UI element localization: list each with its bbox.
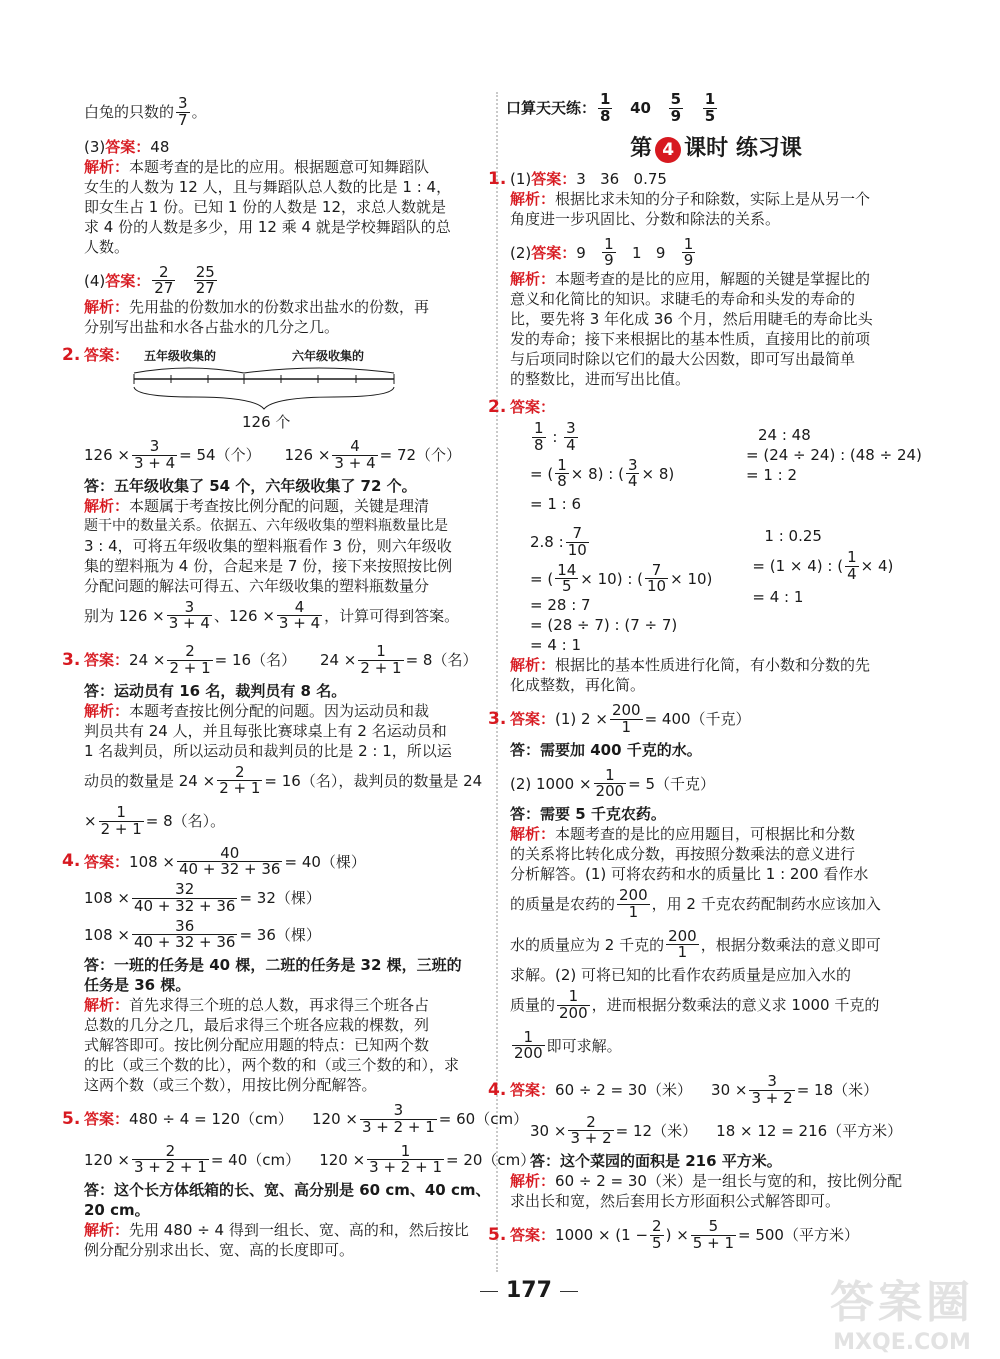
q4-answer: (4)答案： $\frac{2}{27}$ $\frac{25}{27}$ — [84, 262, 215, 298]
r-p4-analysis: 解析：60 ÷ 2 = 30（米）是一组长与宽的和，按比例分配 求出长和宽，然后套用长方形面积公式解答即可。 — [510, 1172, 902, 1210]
answer-label: 答案 — [105, 137, 136, 156]
p5-eqs: 120 × $\frac{2}{3 + 2 + 1}$ = 40（cm） 120 × $\frac{1}{3 + 2 + 1}$ = 20（cm） — [84, 1141, 536, 1177]
p4-answer: 答：一班的任务是 40 棵，二班的任务是 32 棵，三班的 任务是 36 棵。 — [84, 956, 462, 994]
fraction: $\frac{3}{7}$ — [178, 94, 188, 129]
r-p4-answer: 答：这个菜园的面积是 216 平方米。 — [530, 1152, 782, 1170]
p2-analysis: 解析：本题属于考查按比例分配的问题，关键是理清 题干中的数量关系。依据五、六年级收集的塑料瓶数量比是 3 : 4，可将五年级收集的塑料瓶看作 3 份，则六年级收 集的塑料瓶为 4 份，合起来是 7 份，接下来按照按比例 分配问题的解法可得五、六年级收集的塑料瓶数量分 别为 126 × $\frac{3}{3 + 4}$ 、126 × $\frac{4}{3 + 4}$ ，计算可得到答案。 — [84, 496, 460, 633]
problem-5: 5. 答案：480 ÷ 4 = 120（cm） 120 × $\frac{3}{3 + 2 + 1}$ = 60（cm） — [62, 1101, 529, 1136]
right-column — [488, 90, 922, 1252]
answer-value: 48 — [150, 137, 170, 156]
r-p3-analysis: 解析：本题考查的是比的应用题目，可根据比和分数 的关系将比转化成分数，再按照分数乘法的意义进行 分析解答。(1) 可将农药和水的质量比 1 : 200 看作水 的质量是农药的 $\frac{200}{1}$ ，用 2 千克农药配制药水应该加入 水的质量应为 2 千克的 $\frac{200}{1}$ ，根据分数乘法的意义即可 求解。(2) 可将已知的比看作农药质量是应加入水的 质量的 $\frac{1}{200}$ ，进而根据分数乘法的意义求 1000 千克的 $\frac{1}{200}$ 即可求解。 — [510, 825, 881, 1063]
lesson-number-badge: 4 — [655, 137, 681, 163]
r-p2-block-2 — [510, 526, 922, 655]
kousuan-label: 口算天天练： — [506, 98, 597, 117]
watermark-logo: 答案圈 MXQE.COM — [830, 1277, 974, 1355]
p4-analysis: 解析：首先求得三个班的总人数，再求得三个班各占 总数的几分之几，最后求得三个班各应栽的棵数，列 式解答即可。按比例分配应用题的特点：已知两个数 的比（或三个数的比），两个数的和（或三个数的和），求 这两个数（或三个数），用按比例分配解答。 — [84, 996, 460, 1094]
r-p2-b: 24 : 48 = (24 ÷ 24) : (48 ÷ 24) = 1 : 2 — [746, 426, 922, 484]
problem-2: 2. 答案： — [62, 345, 130, 365]
r-p2-a: $\frac{1}{8}$ : $\frac{3}{4}$ = ( $\frac{1}{8}$ × 8) : ( $\frac{3}{4}$ × 8) = 1 : 6 — [530, 419, 675, 513]
lesson-title: 第 4 课时 练习课 — [630, 135, 802, 161]
continued-answer: 白兔的只数的 $\frac{3}{7}$ 。 — [84, 94, 207, 129]
diagram-label-grade6: 六年级收集的 — [292, 349, 365, 363]
p5-answer: 答：这个长方体纸箱的长、宽、高分别是 60 cm、40 cm、 20 cm。 — [84, 1181, 491, 1219]
r-p1-answer-2: (2)答案：9 $\frac{1}{9}$ 1 9 $\frac{1}{9}$ — [510, 234, 694, 270]
r-problem-5: 5. 答案：1000 × (1 − $\frac{2}{5}$ ) × $\frac{5}{5 + 1}$ = 500（平方米） — [488, 1217, 859, 1252]
r-p2-c: 2.8 : $\frac{7}{10}$ = ( $\frac{14}{5}$ × 10) : ( $\frac{7}{10}$ × 10) = 28 : 7 = (28 ÷ 7) : (7 ÷ 7) = 4 : 1 — [530, 524, 713, 654]
r-p1-analysis-1: 解析：根据比求未知的分子和除数，实际上是从另一个 角度进一步巩固比、分数和除法的关系。 — [510, 189, 871, 228]
page-number: 177 — [472, 1278, 586, 1303]
kousuan-practice: 口算天天练： $\frac{1}{8}$ 40 $\frac{5}{9}$ $\frac{1}{5}$ — [506, 90, 716, 125]
r-p3-answer-1: 答：需要加 400 千克的水。 — [510, 740, 702, 759]
p3-answer: 答：运动员有 16 名，裁判员有 8 名。 — [84, 681, 347, 700]
diagram-label-grade5: 五年级收集的 — [144, 349, 217, 363]
p3-analysis: 解析：本题考查按比例分配的问题。因为运动员和裁 判员共有 24 人，并且每张比赛球桌上有 2 名运动员和 1 名裁判员，所以运动员和裁判员的比是 2 : 1，所以运 动员的数量是 24 × $\frac{2}{2 + 1}$ = 16（名），裁判员的数量是 24 × $\frac{1}{2 + 1}$ = 8（名）。 — [84, 701, 483, 838]
p2-equations: 126 × $\frac{3}{3 + 4}$ = 54（个） 126 × $\frac{4}{3 + 4}$ = 72（个） — [84, 437, 462, 472]
r-problem-3: 3. 答案：(1) 2 × $\frac{200}{1}$ = 400（千克） — [488, 701, 751, 736]
r-problem-1: 1. (1)答案：3 36 0.75 — [488, 168, 667, 189]
diagram-total: 126 个 — [242, 413, 291, 431]
problem-3: 3. 答案：24 × $\frac{2}{2 + 1}$ = 16（名） 24 × $\frac{1}{2 + 1}$ = 8（名） — [62, 642, 478, 677]
p4-eq3: 108 × $\frac{36}{40 + 32 + 36}$ = 36（棵） — [84, 916, 321, 952]
r-p3-answer-2: 答：需要 5 千克农药。 — [510, 805, 666, 823]
r-p2-d: 1 : 0.25 = (1 × 4) : ( $\frac{1}{4}$ × 4) = 4 : 1 — [752, 527, 894, 606]
r-p2-block-1 — [510, 421, 922, 514]
problem-4: 4. 答案：108 × $\frac{40}{40 + 32 + 36}$ = 40（棵） — [62, 843, 366, 879]
r-p4-eqs: 30 × $\frac{2}{3 + 2}$ = 12（米） 18 × 12 = 216（平方米） — [530, 1112, 903, 1148]
r-p1-analysis-2: 解析：本题考查的是比的应用，解题的关键是掌握比的 意义和化简比的知识。求睫毛的寿命和头发的寿命的 比，要先将 3 年化成 36 个月，然后用睫毛的寿命比头 发的寿命；接下来根据比的基本性质，直接用比的前项 与后项同时除以它们的最大公因数，即可写出最简单 的整数比，进而写出比值。 — [510, 270, 873, 388]
r-p2-analysis: 解析：根据比的基本性质进行化简，有小数和分数的先 化成整数，再化简。 — [510, 656, 871, 694]
p2-answer: 答：五年级收集了 54 个，六年级收集了 72 个。 — [84, 476, 417, 495]
continued-text: 白兔的只数的 — [84, 102, 175, 121]
r-problem-4: 4. 答案：60 ÷ 2 = 30（米） 30 × $\frac{3}{3 + 2}$ = 18（米） — [488, 1072, 879, 1107]
q4-analysis: 解析：先用盐的份数加水的份数求出盐水的份数，再 分别写出盐和水各占盐水的几分之几。 — [84, 298, 430, 336]
p5-analysis: 解析：先用 480 ÷ 4 得到一组长、宽、高的和，然后按比 例分配分别求出长、宽、高的长度即可。 — [84, 1221, 469, 1259]
q3-answer: (3)答案：48 — [84, 137, 170, 156]
r-problem-2: 2. 答案： — [488, 397, 556, 417]
r-p3-eq2: (2) 1000 × $\frac{1}{200}$ = 5（千克） — [510, 765, 716, 801]
p4-eq2: 108 × $\frac{32}{40 + 32 + 36}$ = 32（棵） — [84, 880, 321, 915]
left-column — [62, 92, 536, 1260]
line-segment-diagram — [124, 349, 424, 439]
q3-analysis: 解析：本题考查的是比的应用。根据题意可知舞蹈队 女生的人数为 12 人，且与舞蹈队总人数的比是 1 : 4， 即女生占 1 份。已知 1 份的人数是 12，求总人数就是 求 4 份的人数是多少，用 12 乘 4 就是学校舞蹈队的总 人数。 — [84, 157, 452, 256]
